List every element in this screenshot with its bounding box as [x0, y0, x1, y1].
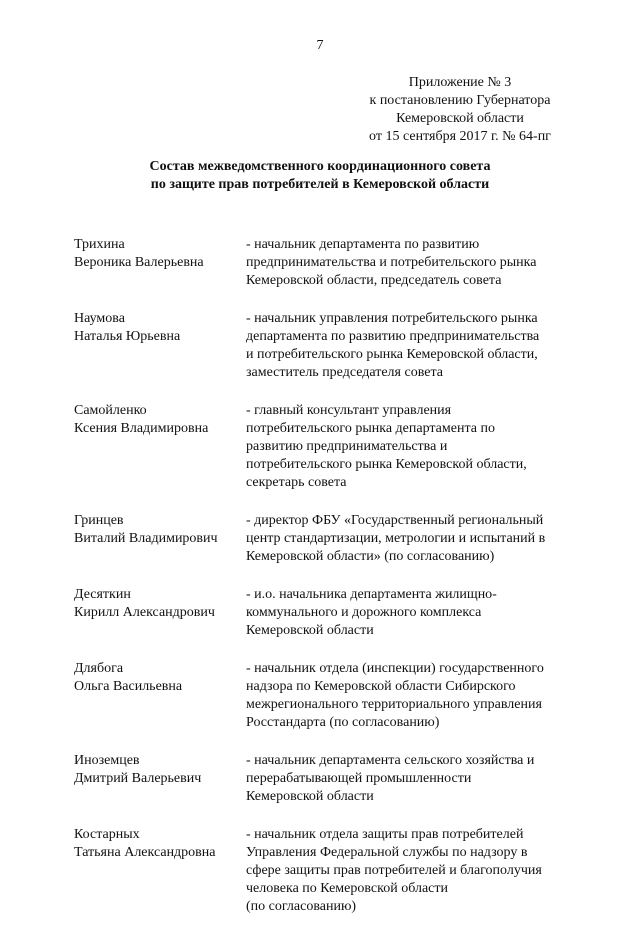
member-surname: Самойленко: [74, 403, 147, 418]
member-surname: Иноземцев: [74, 753, 140, 768]
member-surname: Длябога: [74, 661, 124, 676]
member-entry: [74, 512, 584, 566]
member-role: - главный консультант управления потребительского рынка департамента по развитию предпринимательства и потребительского рынка Кемеровской области, секретарь совета: [246, 403, 527, 490]
member-given-names: Дмитрий Валерьевич: [74, 771, 202, 786]
attachment-block: [340, 74, 580, 146]
member-given-names: Татьяна Александровна: [74, 845, 216, 860]
member-given-names: Ольга Васильевна: [74, 679, 183, 694]
page-number: 7: [316, 38, 324, 53]
member-given-names: Ксения Владимировна: [74, 421, 209, 436]
document-title: [0, 158, 640, 194]
member-entry: [74, 310, 584, 382]
member-role: - директор ФБУ «Государственный региональный центр стандартизации, метрологии и испытаний в Кемеровской области» (по согласованию): [246, 513, 546, 564]
member-surname: Наумова: [74, 311, 125, 326]
member-given-names: Кирилл Александрович: [74, 605, 215, 620]
member-entry: [74, 236, 584, 290]
member-given-names: Виталий Владимирович: [74, 531, 218, 546]
attachment-line: Кемеровской области: [396, 111, 524, 126]
members-list: [74, 236, 584, 936]
member-role: - начальник отдела (инспекции) государственного надзора по Кемеровской области Сибирского межрегионального территориального управления Росстандарта (по согласованию): [246, 661, 544, 730]
member-name: [74, 752, 246, 806]
title-line: Состав межведомственного координационного совета: [149, 159, 491, 174]
member-entry: [74, 826, 584, 916]
member-surname: Гринцев: [74, 513, 124, 528]
attachment-line: к постановлению Губернатора: [369, 93, 551, 108]
member-role: - начальник департамента сельского хозяйства и перерабатывающей промышленности Кемеровской области: [246, 753, 535, 804]
member-entry: [74, 402, 584, 492]
member-name: [74, 826, 246, 916]
member-entry: [74, 660, 584, 732]
title-line: по защите прав потребителей в Кемеровской области: [150, 177, 490, 192]
member-entry: [74, 586, 584, 640]
member-name: [74, 660, 246, 732]
member-role: - начальник департамента по развитию предпринимательства и потребительского рынка Кемеровской области, председатель совета: [246, 237, 537, 288]
member-name: [74, 310, 246, 382]
member-surname: Десяткин: [74, 587, 131, 602]
member-role: - начальник отдела защиты прав потребителей Управления Федеральной службы по надзору в сфере защиты прав потребителей и благополучия человека по Кемеровской области (по согласованию): [246, 827, 542, 914]
member-name: [74, 512, 246, 566]
member-role: - начальник управления потребительского рынка департамента по развитию предпринимательства и потребительского рынка Кемеровской области, заместитель председателя совета: [246, 311, 540, 380]
member-name: [74, 586, 246, 640]
member-entry: [74, 752, 584, 806]
member-role: - и.о. начальника департамента жилищно- коммунального и дорожного комплекса Кемеровской области: [246, 587, 497, 638]
member-name: [74, 236, 246, 290]
member-given-names: Наталья Юрьевна: [74, 329, 181, 344]
member-name: [74, 402, 246, 492]
attachment-line: Приложение № 3: [408, 75, 512, 90]
member-surname: Костарных: [74, 827, 140, 842]
member-surname: Трихина: [74, 237, 125, 252]
member-given-names: Вероника Валерьевна: [74, 255, 204, 270]
attachment-date-line: от 15 сентября 2017 г. № 64-пг: [369, 129, 551, 144]
